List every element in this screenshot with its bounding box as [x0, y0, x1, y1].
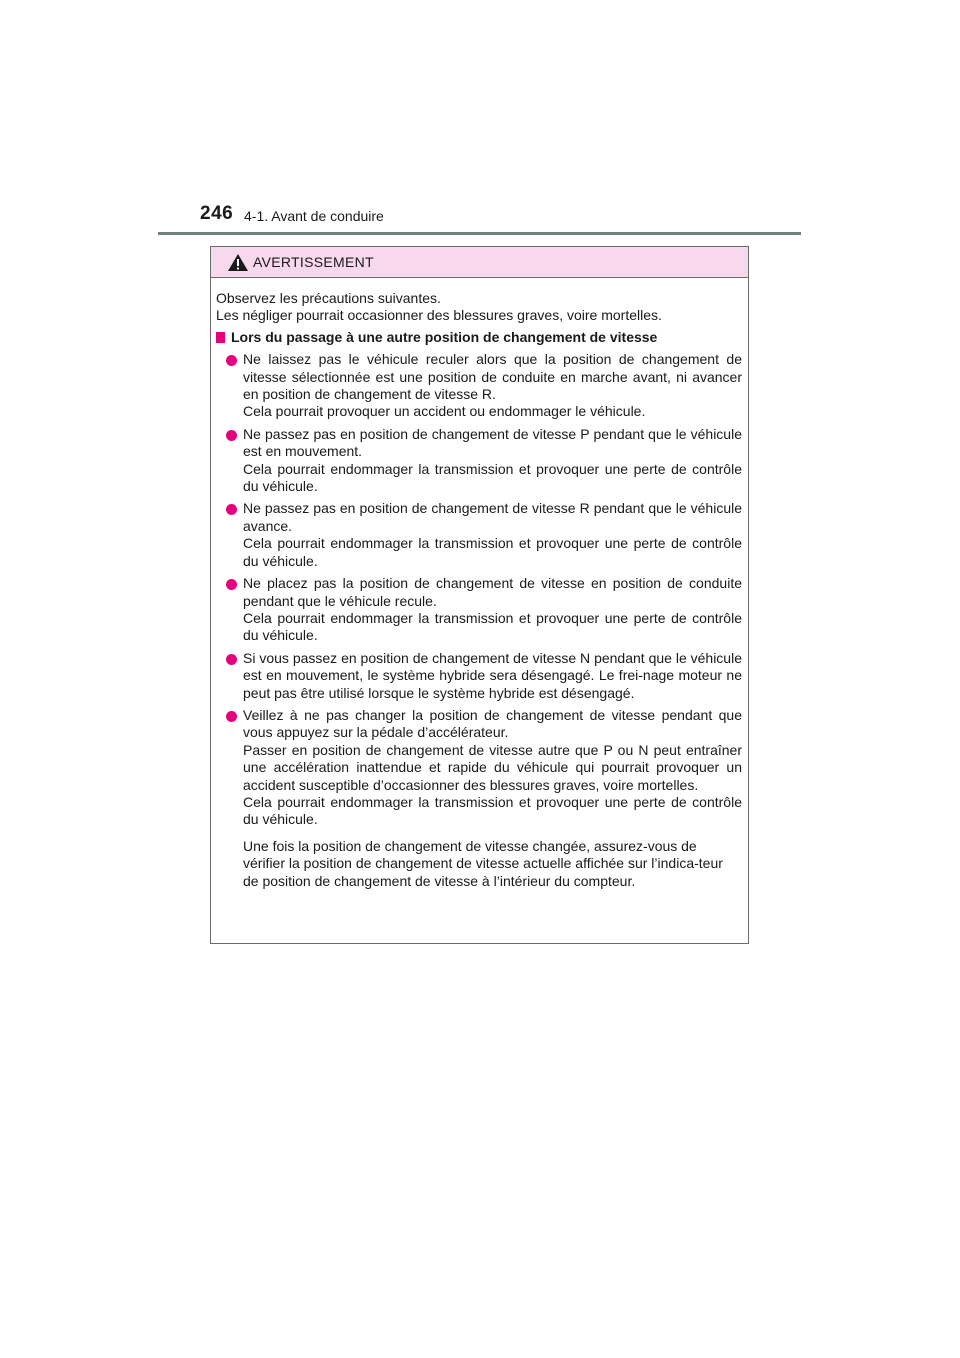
- intro-line: Les négliger pourrait occasionner des blessures graves, voire mortelles.: [216, 307, 662, 324]
- bullet-text: Cela pourrait provoquer un accident ou endommager le véhicule.: [243, 403, 646, 420]
- bullet-text: Ne placez pas la position de changement de vitesse en position de conduite pendant que le véhicule recule.: [243, 575, 742, 609]
- circle-bullet-icon: [226, 711, 237, 722]
- circle-bullet-icon: [226, 355, 237, 366]
- section-title: 4-1. Avant de conduire: [244, 208, 384, 224]
- page-number: 246: [200, 203, 234, 224]
- bullet-text: Cela pourrait endommager la transmission et provoquer une perte de contrôle du véhicule.: [243, 460, 742, 495]
- list-item: [216, 351, 742, 421]
- bullet-text: Si vous passez en position de changement de vitesse N pendant que le véhicule est en mouvement, le système hybride sera désengagé. Le frei-nage moteur ne peut pas être utilisé lorsque le système hybride est désengagé.: [243, 649, 742, 701]
- circle-bullet-icon: [226, 654, 237, 665]
- warning-box: [210, 246, 749, 944]
- bullet-text: Ne passez pas en position de changement de vitesse P pendant que le véhicule est en mouvement.: [243, 425, 742, 460]
- bullet-text: Passer en position de changement de vitesse autre que P ou N peut entraîner une accélération inattendue et rapide du véhicule qui pourrait provoquer un accident susceptible d’occasionner des blessures graves, voire mortelles.: [243, 741, 742, 793]
- circle-bullet-icon: [226, 504, 237, 515]
- warning-triangle-icon: [227, 253, 249, 272]
- list-item: [216, 426, 742, 496]
- warning-intro: [216, 290, 742, 325]
- warning-header: [211, 247, 748, 278]
- list-item: [216, 707, 742, 829]
- warning-label: AVERTISSEMENT: [253, 254, 374, 270]
- intro-line: Observez les précautions suivantes.: [216, 290, 441, 306]
- circle-bullet-icon: [226, 430, 237, 441]
- bullet-text: Cela pourrait endommager la transmission et provoquer une perte de contrôle du véhicule.: [243, 609, 742, 644]
- warning-subheading: [216, 329, 742, 346]
- circle-bullet-icon: [226, 579, 237, 590]
- bullet-text: Veillez à ne pas changer la position de changement de vitesse pendant que vous appuyez sur la pédale d’accélérateur.: [243, 706, 742, 741]
- closing-note: Une fois la position de changement de vitesse changée, assurez-vous de vérifier la position de changement de vitesse actuelle affichée sur l’indica-teur de position de changement de vitesse à l’intérieur du compteur.: [243, 837, 723, 889]
- bullet-text: Ne laissez pas le véhicule reculer alors que la position de changement de vitesse sélectionnée est une position de conduite en marche avant, ni avancer en position de changement de vitesse R.: [243, 351, 742, 403]
- list-item: [216, 650, 742, 702]
- bullet-list: [216, 351, 742, 829]
- list-item: [216, 575, 742, 645]
- warning-body: [211, 278, 748, 890]
- bullet-text: Cela pourrait endommager la transmission et provoquer une perte de contrôle du véhicule.: [243, 793, 742, 828]
- subheading-text: Lors du passage à une autre position de changement de vitesse: [231, 328, 658, 345]
- bullet-text: Ne passez pas en position de changement de vitesse R pendant que le véhicule avance.: [243, 500, 742, 534]
- header-rule: [158, 232, 801, 235]
- bullet-text: Cela pourrait endommager la transmission et provoquer une perte de contrôle du véhicule.: [243, 535, 742, 569]
- square-bullet-icon: [216, 332, 225, 343]
- list-item: [216, 500, 742, 570]
- page-header: [0, 0, 960, 240]
